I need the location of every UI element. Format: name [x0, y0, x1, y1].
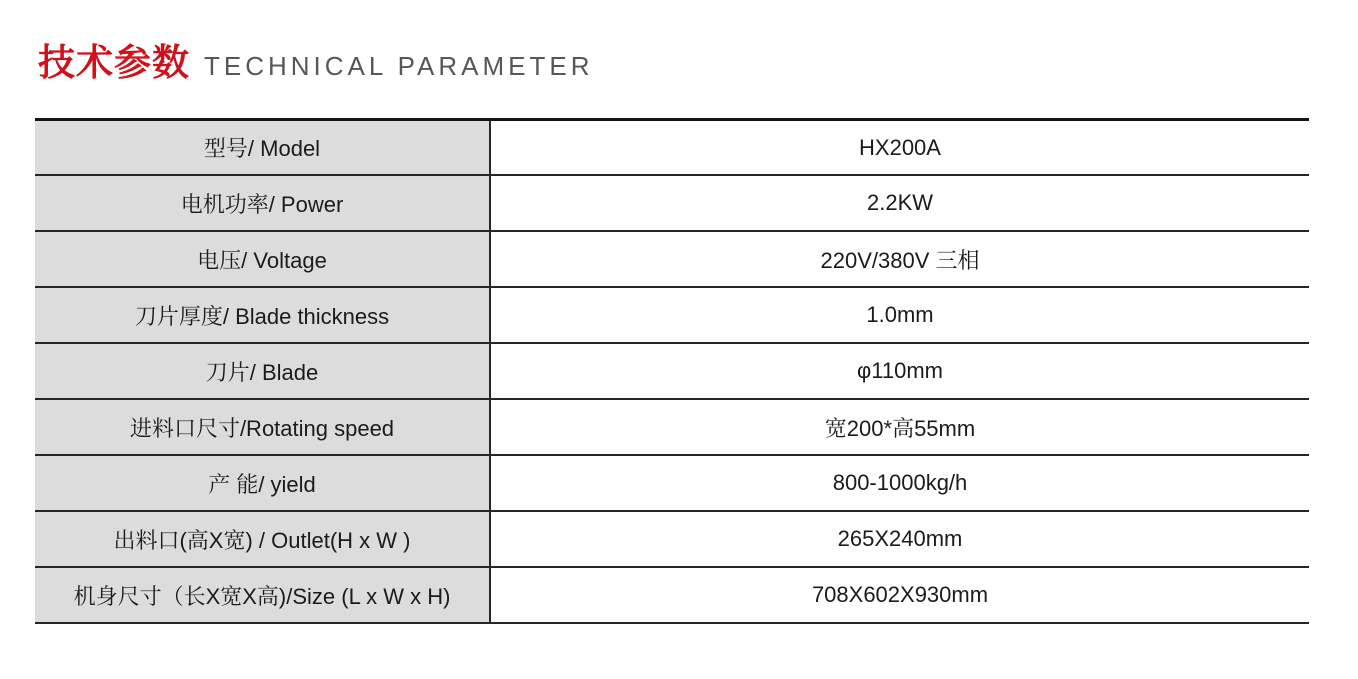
section-title-english: TECHNICAL PARAMETER [204, 51, 594, 81]
spec-value-cell: 宽200*高55mm [490, 399, 1309, 455]
table-row [35, 231, 1309, 287]
spec-label-cell: 型号/ Model [35, 119, 490, 175]
spec-value-cell: 1.0mm [490, 287, 1309, 343]
section-title-chinese: 技术参数 [38, 42, 190, 83]
table-row [35, 511, 1309, 567]
spec-value-cell: φ110mm [490, 343, 1309, 399]
spec-label-cell: 刀片厚度/ Blade thickness [35, 287, 490, 343]
table-row [35, 119, 1309, 175]
spec-value-cell: 265X240mm [490, 511, 1309, 567]
table-row [35, 567, 1309, 623]
spec-label-cell: 刀片/ Blade [35, 343, 490, 399]
spec-label-cell: 出料口(高X宽) / Outlet(H x W ) [35, 511, 490, 567]
spec-value-cell: HX200A [490, 119, 1309, 175]
table-row [35, 287, 1309, 343]
spec-value-cell: 2.2KW [490, 175, 1309, 231]
spec-label-cell: 电机功率/ Power [35, 175, 490, 231]
spec-table-body [35, 119, 1309, 623]
spec-label-cell: 电压/ Voltage [35, 231, 490, 287]
table-row [35, 175, 1309, 231]
table-row [35, 455, 1309, 511]
section-header [0, 0, 1358, 83]
spec-value-cell: 220V/380V 三相 [490, 231, 1309, 287]
spec-value-cell: 708X602X930mm [490, 567, 1309, 623]
spec-label-cell: 进料口尺寸/Rotating speed [35, 399, 490, 455]
table-row [35, 399, 1309, 455]
spec-label-cell: 机身尺寸（长X宽X高)/Size (L x W x H) [35, 567, 490, 623]
technical-parameter-table [35, 118, 1309, 625]
spec-value-cell: 800-1000kg/h [490, 455, 1309, 511]
spec-label-cell: 产 能/ yield [35, 455, 490, 511]
table-row [35, 343, 1309, 399]
